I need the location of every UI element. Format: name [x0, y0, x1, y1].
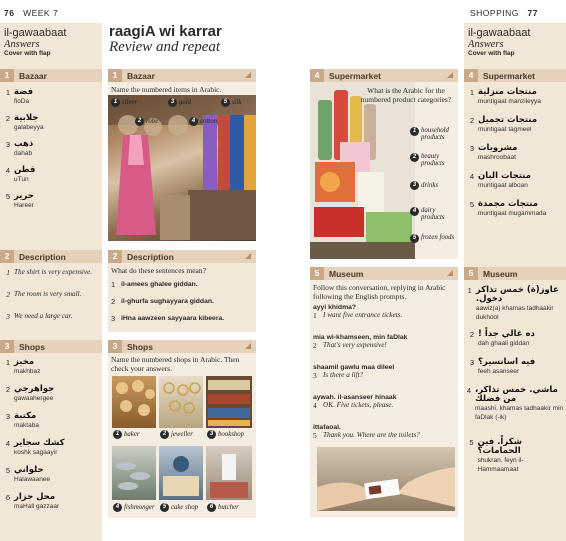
list-item: 3 We need a large car. — [6, 312, 73, 321]
list-item: 1 il-amees ghalee giddan. — [111, 280, 198, 289]
shops-label-5: 5 cake shop — [160, 503, 198, 512]
list-item: 5 شكراً. فين الحمامات؟ shukran. feyn il-Hammaamaat — [469, 437, 524, 473]
corner-arrow-icon — [447, 270, 453, 276]
answers-title: il-gawaabaat — [4, 27, 67, 39]
shop-photo-bookshop — [206, 376, 252, 428]
answers-list-museum — [464, 286, 564, 478]
page-title: raagiA wi karrar — [109, 23, 222, 40]
shops-label-1: 1 baker — [113, 430, 139, 439]
page-title-block — [109, 23, 222, 56]
list-item: 3 ذهب dahab — [5, 139, 34, 157]
bazaar-label-1: 1 silver — [111, 98, 137, 107]
week-label: WEEK 7 — [23, 8, 59, 18]
answers-title: il-gawaabaat — [468, 27, 531, 39]
corner-arrow-icon — [245, 253, 251, 259]
shop-photo-fishmonger — [112, 446, 156, 500]
museum-illustration — [317, 447, 455, 511]
page-subtitle: Review and repeat — [109, 39, 221, 55]
answers-subtitle: Answers — [468, 39, 504, 50]
bazaar-photo — [108, 95, 256, 241]
supermarket-label-3: 3 drinks — [410, 181, 438, 190]
list-item: 3 مكتبة maktaba — [5, 411, 39, 429]
page-number-left: 76 — [4, 8, 15, 18]
list-item: 5 منتجات مجمدة muntigaat mugammada — [469, 199, 547, 217]
list-item: 4 منتجات البان muntigaat alboan — [469, 171, 532, 189]
corner-arrow-icon — [245, 343, 251, 349]
shops-label-4: 4 fishmonger — [113, 503, 155, 512]
list-item: 2 ده غالي جداً ! dah ghaali giddan — [469, 329, 535, 347]
shop-photo-jeweller — [159, 376, 203, 428]
corner-arrow-icon — [245, 72, 251, 78]
list-item: 2 جواهرجي gawaahergee — [5, 384, 55, 402]
list-item: 1 فضة fioDa — [5, 87, 34, 105]
answers-header-supermarket: 4 Supermarket — [464, 69, 566, 82]
description-list — [111, 280, 255, 331]
list-item: 3 iHna aawzeen sayyaara kibeera. — [111, 314, 225, 323]
museum-photo — [317, 447, 455, 511]
supermarket-label-1: 1 household products — [410, 127, 456, 141]
list-item: 3 فيه اسانسير؟ feeh asanseer — [469, 357, 536, 375]
museum-dialogue — [313, 304, 457, 450]
supermarket-label-4: 4 dairy products — [410, 207, 456, 221]
list-item: 1 مخبز makhbaz — [5, 357, 41, 375]
list-item: 4 ماشي. خمس تذاكر، من فضلك maashi. khamas tadhaakir min faDlak (-ik) — [466, 385, 564, 421]
bazaar-label-2: 2 robe — [135, 117, 158, 126]
description-instruction: What do these sentences mean? — [111, 266, 206, 275]
bazaar-label-4: 4 cotton — [189, 117, 217, 126]
dialogue-exchange: shaamil gawlu maa dileel 3 Is there a lift? — [313, 364, 395, 380]
shops-label-2: 2 jeweller — [160, 430, 193, 439]
supermarket-question: What is the Arabic for the numbered product categories? — [360, 86, 452, 104]
corner-arrow-icon — [447, 72, 453, 78]
answers-list-shops — [0, 358, 100, 520]
museum-instruction: Follow this conversation, replying in Arabic following the English prompts. — [313, 283, 446, 301]
answers-header-description: 2 Description — [0, 250, 102, 263]
answers-header-bazaar: 1 Bazaar — [0, 69, 102, 82]
supermarket-photo — [310, 82, 415, 259]
museum-header: 5 Museum — [310, 267, 458, 280]
list-item: 2 il-ghurfa sughayyara giddan. — [111, 297, 214, 306]
supermarket-header: 4 Supermarket — [310, 69, 458, 82]
supermarket-label-2: 2 beauty products — [410, 153, 456, 167]
dialogue-exchange: aywah. il-asanseer hinaak 4 OK. Five tickets, please. — [313, 394, 397, 410]
shop-photo-baker — [112, 376, 156, 428]
list-item: 3 مشروبات mashroobaat — [469, 143, 518, 161]
running-head-left — [4, 8, 58, 18]
supermarket-illustration — [310, 82, 415, 259]
list-item: 1 The shirt is very expensive. — [6, 268, 93, 277]
bazaar-instruction: Name the numbered items in Arabic. — [111, 85, 222, 94]
list-item: 5 حلواني Halawaanee — [5, 465, 51, 483]
cover-instruction: Cover with flap — [468, 50, 515, 57]
list-item: 6 محل جزار maHall gazzaar — [5, 492, 60, 510]
answers-list-description — [0, 268, 100, 326]
shop-photo-butcher — [206, 446, 252, 500]
answers-subtitle: Answers — [4, 39, 40, 50]
list-item: 1 منتجات منزلية muntigaat manzileyya — [469, 87, 541, 105]
cover-instruction: Cover with flap — [4, 50, 51, 57]
running-head-right — [470, 8, 538, 18]
list-item: 2 The room is very small. — [6, 290, 82, 299]
list-item: 4 قطن uTun — [5, 165, 36, 183]
section-label: SHOPPING — [470, 8, 519, 18]
shops-label-6: 6 butcher — [207, 503, 239, 512]
answers-list-supermarket — [464, 88, 564, 228]
shops-instruction: Name the numbered shops in Arabic. Then check your answers. — [111, 355, 240, 373]
bazaar-header: 1 Bazaar — [108, 69, 256, 82]
list-item: 2 منتجات تجميل muntigaat tagmeel — [469, 115, 538, 133]
list-item: 5 حرير Hareer — [5, 191, 34, 209]
answers-header-museum: 5 Museum — [464, 267, 566, 280]
description-header: 2 Description — [108, 250, 256, 263]
shops-header: 3 Shops — [108, 340, 256, 353]
dialogue-exchange: ittafaoal. 5 Thank you. Where are the toilets? — [313, 424, 420, 440]
dialogue-exchange: ayyi khidma? 1 I want five entrance tickets. — [313, 304, 403, 320]
list-item: 1 عاوز(ة) خمس تذاكر دخول. aawiz(a) khamas tadhaakir dukhool — [467, 285, 559, 321]
bazaar-label-5: 5 silk — [221, 98, 241, 107]
list-item: 2 جلابية galabeyya — [5, 113, 44, 131]
shop-photo-cake-shop — [159, 446, 203, 500]
supermarket-label-5: 5 frozen foods — [410, 234, 456, 243]
bazaar-illustration — [108, 95, 256, 241]
answers-header-shops: 3 Shops — [0, 340, 102, 353]
list-item: 4 كشك سجاير koshk sagaayir — [5, 438, 65, 456]
bazaar-label-3: 3 gold — [168, 98, 191, 107]
page-number-right: 77 — [527, 8, 538, 18]
shops-label-3: 3 bookshop — [207, 430, 244, 439]
dialogue-exchange: mia wi-khamseen, min faDlak 2 That's very expensive! — [313, 334, 408, 350]
answers-list-bazaar — [0, 88, 100, 218]
